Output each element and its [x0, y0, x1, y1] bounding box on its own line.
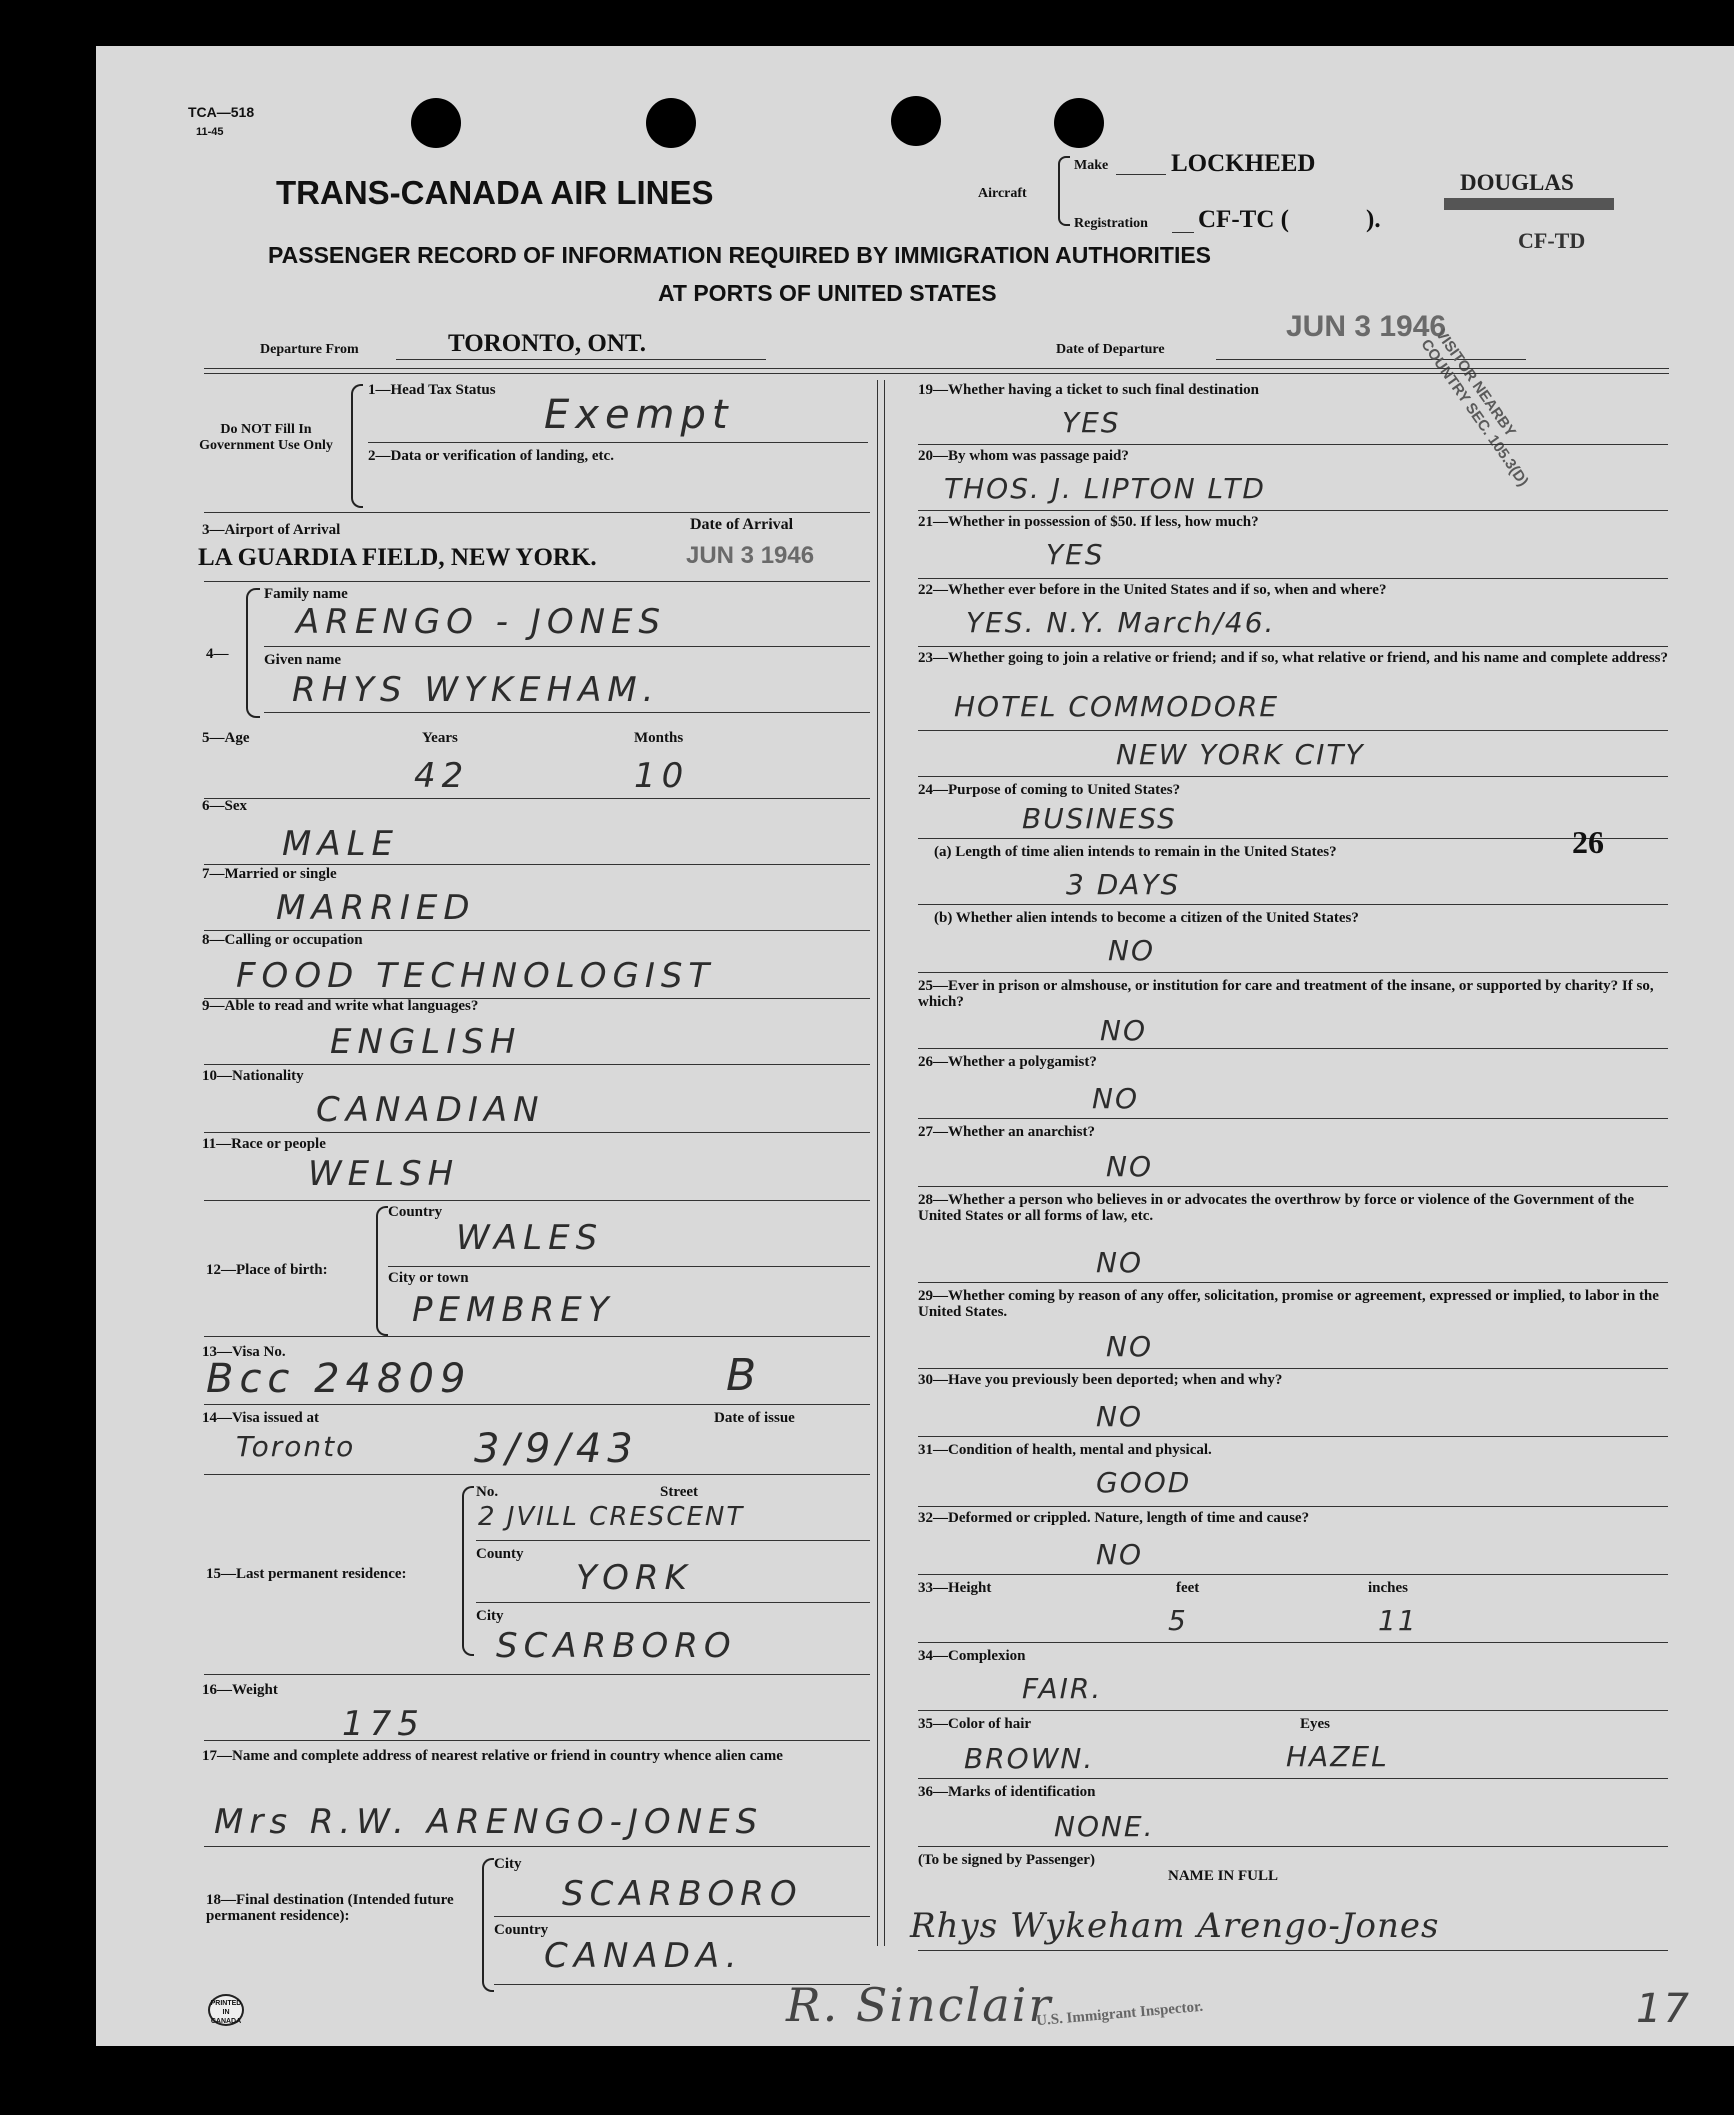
- race-rule: [204, 1200, 870, 1201]
- given-name-value: RHYS WYKEHAM.: [292, 670, 660, 710]
- residence-street-label: Street: [660, 1484, 699, 1500]
- a24b-value: NO: [1108, 934, 1155, 967]
- douglas-stamp: DOUGLAS: [1460, 170, 1574, 195]
- married-rule: [204, 930, 870, 931]
- birth-country-value: WALES: [456, 1218, 604, 1258]
- languages-value: ENGLISH: [330, 1022, 522, 1062]
- eyes-label: Eyes: [1300, 1716, 1330, 1732]
- column-divider: [877, 380, 878, 1946]
- office-brace: [351, 384, 363, 508]
- a21-value: YES: [1046, 538, 1105, 571]
- final-destination-brace: [482, 1858, 494, 1992]
- final-city-rule: [494, 1916, 870, 1917]
- corner-number: 17: [1636, 1986, 1691, 2032]
- section-rule: [204, 512, 870, 513]
- a23-line1: HOTEL COMMODORE: [954, 690, 1280, 723]
- strike-bar: [1444, 198, 1614, 210]
- q21-label: 21—Whether in possession of $50. If less, how much?: [918, 514, 1259, 530]
- column-divider: [884, 380, 885, 1946]
- q22-rule: [918, 646, 1668, 647]
- punch-hole: [1054, 98, 1104, 148]
- q36-rule: [918, 1846, 1668, 1847]
- occupation-label: 8—Calling or occupation: [202, 932, 363, 948]
- cftd-stamp: CF-TD: [1518, 228, 1586, 253]
- q24b-rule: [918, 972, 1668, 973]
- a30-value: NO: [1096, 1400, 1143, 1433]
- a27-value: NO: [1106, 1150, 1153, 1183]
- q19-rule: [918, 444, 1668, 445]
- final-country-value: CANADA.: [544, 1936, 743, 1976]
- q20-rule: [918, 510, 1668, 511]
- q24a-label: (a) Length of time alien intends to remain in the United States?: [934, 844, 1337, 860]
- passenger-record-form: [96, 46, 1734, 2046]
- a19-value: YES: [1062, 406, 1121, 439]
- a31-value: GOOD: [1096, 1466, 1192, 1499]
- weight-value: 175: [342, 1704, 425, 1744]
- relative-rule: [204, 1846, 870, 1847]
- final-city-value: SCARBORO: [562, 1874, 803, 1914]
- q32-rule: [918, 1574, 1668, 1575]
- aircraft-label: Aircraft: [978, 186, 1027, 201]
- aircraft-brace: [1058, 156, 1070, 226]
- q26-rule: [918, 1118, 1668, 1119]
- visa-date-value: 3/9/43: [474, 1426, 639, 1472]
- visa-b-mark: B: [726, 1350, 763, 1401]
- departure-from-label: Departure From: [260, 342, 359, 357]
- landing-label: 2—Data or verification of landing, etc.: [368, 448, 614, 464]
- sex-value: MALE: [282, 824, 400, 864]
- a24a-value: 3 DAYS: [1066, 868, 1181, 901]
- q20-label: 20—By whom was passage paid?: [918, 448, 1129, 464]
- given-name-label: Given name: [264, 652, 342, 668]
- a22-value: YES. N.Y. March/46.: [966, 606, 1276, 639]
- q25-label: 25—Ever in prison or almshouse, or institution for care and treatment of the insane, or supported by charity? If so, which?: [918, 978, 1654, 1010]
- q34-rule: [918, 1710, 1668, 1711]
- date-departure-stamp: JUN 3 1946: [1286, 310, 1447, 343]
- feet-label: feet: [1176, 1580, 1200, 1596]
- airport-value: LA GUARDIA FIELD, NEW YORK.: [198, 544, 597, 571]
- a34-value: FAIR.: [1022, 1672, 1103, 1705]
- residence-city-label: City: [476, 1608, 504, 1624]
- final-destination-label: 18—Final destination (Intended future permanent residence):: [206, 1892, 454, 1924]
- residence-county-value: YORK: [576, 1558, 693, 1598]
- race-value: WELSH: [308, 1154, 460, 1194]
- visa-no-value: Bcc 24809: [206, 1356, 472, 1402]
- languages-label: 9—Able to read and write what languages?: [202, 998, 479, 1014]
- residence-city-value: SCARBORO: [496, 1626, 737, 1666]
- visa-issued-value: Toronto: [236, 1430, 356, 1463]
- q31-label: 31—Condition of health, mental and physical.: [918, 1442, 1212, 1458]
- a35-eyes: HAZEL: [1286, 1740, 1389, 1773]
- date-departure-rule: [1216, 359, 1526, 360]
- q25-rule: [918, 1048, 1668, 1049]
- departure-rule: [396, 359, 766, 360]
- occupation-value: FOOD TECHNOLOGIST: [236, 956, 716, 996]
- form-number: TCA—518: [188, 104, 255, 120]
- date-arrival-stamp: JUN 3 1946: [686, 542, 815, 569]
- a25-value: NO: [1100, 1014, 1147, 1047]
- q33-rule: [918, 1642, 1668, 1643]
- a33-feet: 5: [1168, 1604, 1188, 1637]
- q24-label: 24—Purpose of coming to United States?: [918, 782, 1181, 798]
- nationality-label: 10—Nationality: [202, 1068, 304, 1084]
- side-stamp: VISITOR NEARBY COUNTRY SEC. 105.3(D): [1417, 326, 1532, 490]
- q23-rule: [918, 730, 1668, 731]
- item4-label: 4—: [206, 646, 229, 662]
- languages-rule: [204, 1064, 870, 1065]
- residence-brace: [462, 1486, 474, 1656]
- head-tax-rule: [368, 442, 868, 443]
- a26-value: NO: [1092, 1082, 1139, 1115]
- birth-city-value: PEMBREY: [412, 1290, 615, 1330]
- registration-value: CF-TC (: [1198, 206, 1289, 233]
- residence-street-value: 2 JVILL CRESCENT: [478, 1502, 745, 1532]
- q29-rule: [918, 1368, 1668, 1369]
- punch-hole: [646, 98, 696, 148]
- make-value: LOCKHEED: [1171, 150, 1316, 177]
- sex-rule: [204, 864, 870, 865]
- registration-label: Registration: [1074, 216, 1148, 231]
- date-departure-label: Date of Departure: [1056, 342, 1165, 357]
- q22-label: 22—Whether ever before in the United States and if so, when and where?: [918, 582, 1387, 598]
- punch-hole: [891, 96, 941, 146]
- q19-label: 19—Whether having a ticket to such final destination: [918, 382, 1259, 398]
- q26-label: 26—Whether a polygamist?: [918, 1054, 1097, 1070]
- a32-value: NO: [1096, 1538, 1143, 1571]
- visa-no-rule: [204, 1404, 870, 1405]
- birth-brace: [376, 1206, 388, 1336]
- birth-rule: [204, 1336, 870, 1337]
- final-country-label: Country: [494, 1922, 549, 1938]
- inches-label: inches: [1368, 1580, 1409, 1596]
- residence-rule: [204, 1674, 870, 1675]
- date-issue-label: Date of issue: [714, 1410, 795, 1426]
- married-value: MARRIED: [276, 888, 476, 928]
- inspector-signature: R. Sinclair: [786, 1978, 1053, 2032]
- q31-rule: [918, 1506, 1668, 1507]
- q29-label: 29—Whether coming by reason of any offer, solicitation, promise or agreement, expressed or implied, to labor in the United States.: [918, 1288, 1659, 1320]
- a28-value: NO: [1096, 1246, 1143, 1279]
- form-date: 11-45: [196, 126, 224, 138]
- name-in-full-label: NAME IN FULL: [1168, 1868, 1279, 1884]
- q30-label: 30—Have you previously been deported; when and why?: [918, 1372, 1283, 1388]
- q35-rule: [918, 1778, 1668, 1779]
- a33-inches: 11: [1378, 1604, 1418, 1637]
- weight-label: 16—Weight: [202, 1682, 278, 1698]
- q36-label: 36—Marks of identification: [918, 1784, 1096, 1800]
- airport-label: 3—Airport of Arrival: [202, 522, 341, 538]
- airline-name: TRANS-CANADA AIR LINES: [276, 174, 714, 211]
- residence-street-rule: [476, 1540, 870, 1541]
- residence-county-label: County: [476, 1546, 524, 1562]
- name-brace: [246, 588, 260, 718]
- birth-country-label: Country: [388, 1204, 443, 1220]
- visa-issued-label: 14—Visa issued at: [202, 1410, 319, 1426]
- q23-rule2: [918, 776, 1668, 777]
- q28-rule: [918, 1282, 1668, 1283]
- family-name-label: Family name: [264, 586, 348, 602]
- a24-value: BUSINESS: [1022, 802, 1177, 835]
- age-months-value: 10: [634, 756, 690, 796]
- q35-label: 35—Color of hair: [918, 1716, 1032, 1732]
- q21-rule: [918, 578, 1668, 579]
- header-rule: [204, 373, 1669, 374]
- make-rule: [1116, 174, 1166, 175]
- make-label: Make: [1074, 158, 1109, 173]
- head-tax-label: 1—Head Tax Status: [368, 382, 496, 398]
- q34-label: 34—Complexion: [918, 1648, 1026, 1664]
- birth-city-label: City or town: [388, 1270, 469, 1286]
- race-label: 11—Race or people: [202, 1136, 326, 1152]
- header-rule: [204, 368, 1669, 369]
- months-label: Months: [634, 730, 684, 746]
- residence-county-rule: [476, 1602, 870, 1603]
- visa-issued-rule: [204, 1474, 870, 1475]
- residence-no-label: No.: [476, 1484, 499, 1500]
- page-number: 26: [1572, 824, 1604, 860]
- q27-rule: [918, 1186, 1668, 1187]
- family-name-value: ARENGO - JONES: [296, 602, 667, 642]
- q32-label: 32—Deformed or crippled. Nature, length of time and cause?: [918, 1510, 1310, 1526]
- weight-rule: [204, 1740, 870, 1741]
- nationality-rule: [204, 1132, 870, 1133]
- date-arrival-label: Date of Arrival: [690, 516, 794, 533]
- visa-no-label: 13—Visa No.: [202, 1344, 286, 1360]
- signed-by-label: (To be signed by Passenger): [918, 1852, 1095, 1868]
- passenger-signature: Rhys Wykeham Arengo-Jones: [910, 1906, 1440, 1946]
- q27-label: 27—Whether an anarchist?: [918, 1124, 1095, 1140]
- q33-label: 33—Height: [918, 1580, 992, 1596]
- age-years-value: 42: [414, 756, 470, 796]
- age-rule: [204, 798, 870, 799]
- sex-label: 6—Sex: [202, 798, 247, 814]
- a35-hair: BROWN.: [964, 1742, 1095, 1775]
- a20-value: THOS. J. LIPTON LTD: [944, 472, 1266, 505]
- government-use-label: Do NOT Fill In Government Use Only: [199, 422, 333, 453]
- departure-from-value: TORONTO, ONT.: [448, 330, 646, 357]
- q28-label: 28—Whether a person who believes in or advocates the overthrow by force or violence of the Government of the United States or all forms of law, etc.: [918, 1192, 1635, 1224]
- signature-rule: [918, 1950, 1668, 1951]
- final-city-label: City: [494, 1856, 522, 1872]
- given-name-rule: [264, 712, 870, 713]
- a36-value: NONE.: [1054, 1810, 1155, 1843]
- birth-label: 12—Place of birth:: [206, 1262, 328, 1278]
- section-rule: [204, 581, 870, 582]
- printed-in-canada-seal: PRINTED IN CANADA: [208, 1994, 244, 2026]
- a29-value: NO: [1106, 1330, 1153, 1363]
- age-label: 5—Age: [202, 730, 250, 746]
- relative-value: Mrs R.W. ARENGO-JONES: [214, 1802, 764, 1842]
- birth-country-rule: [388, 1266, 870, 1267]
- head-tax-value: Exempt: [544, 392, 734, 438]
- punch-hole: [411, 98, 461, 148]
- a23-line2: NEW YORK CITY: [1116, 738, 1365, 771]
- married-label: 7—Married or single: [202, 866, 337, 882]
- inspector-label: U.S. Immigrant Inspector.: [1035, 1998, 1204, 2030]
- form-title-line1: PASSENGER RECORD OF INFORMATION REQUIRED BY IMMIGRATION AUTHORITIES: [268, 242, 1212, 268]
- q23-label: 23—Whether going to join a relative or friend; and if so, what relative or friend, and his name and complete address?: [918, 650, 1668, 666]
- years-label: Years: [422, 730, 458, 746]
- registration-close: ).: [1366, 206, 1381, 233]
- q24a-rule: [918, 904, 1668, 905]
- relative-label: 17—Name and complete address of nearest relative or friend in country whence alien came: [202, 1748, 783, 1764]
- residence-label: 15—Last permanent residence:: [206, 1566, 407, 1582]
- family-name-rule: [264, 646, 870, 647]
- q24-rule: [918, 838, 1668, 839]
- form-title-line2: AT PORTS OF UNITED STATES: [658, 280, 997, 306]
- q24b-label: (b) Whether alien intends to become a citizen of the United States?: [934, 910, 1359, 926]
- registration-rule: [1172, 232, 1194, 233]
- nationality-value: CANADIAN: [316, 1090, 545, 1130]
- q30-rule: [918, 1436, 1668, 1437]
